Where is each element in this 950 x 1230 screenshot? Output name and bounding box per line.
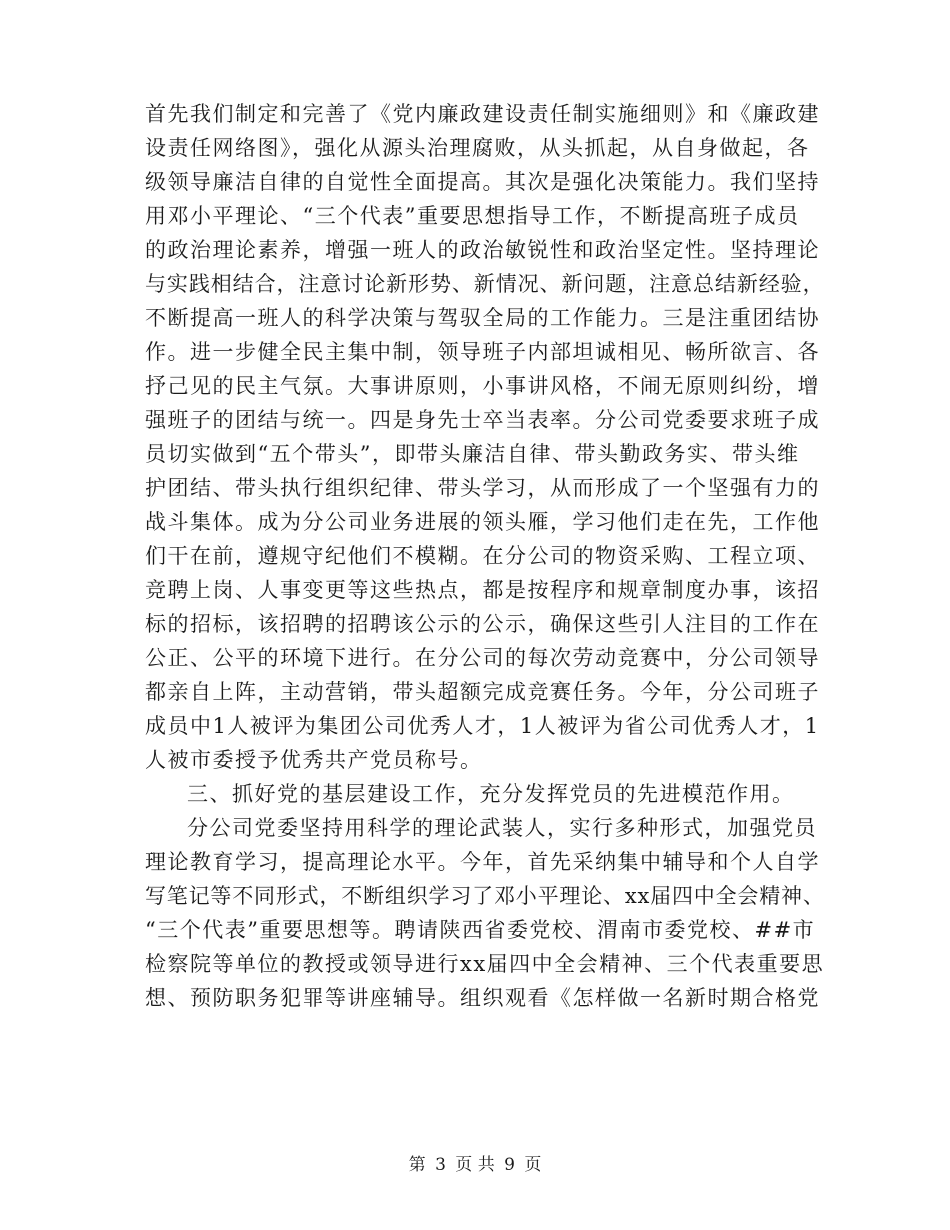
section-heading: 三、抓好党的基层建设工作，充分发挥党员的先进模范作用。 — [187, 782, 795, 806]
current-page-number: 3 — [435, 1155, 446, 1175]
text-line: 都亲自上阵，主动营销，带头超额完成竞赛任务。今年，分公司班子 — [145, 680, 820, 704]
text-line: 公正、公平的环境下进行。在分公司的每次劳动竞赛中，分公司领导 — [145, 646, 820, 670]
text-line: 级领导廉洁自律的自觉性全面提高。其次是强化决策能力。我们坚持 — [145, 170, 820, 194]
page-footer — [0, 1150, 950, 1175]
text-line: 写笔记等不同形式，不断组织学习了邓小平理论、xx届四中全会精神、 — [145, 884, 825, 908]
text-line: 作。进一步健全民主集中制，领导班子内部坦诚相见、畅所欲言、各 — [145, 340, 820, 364]
text-line: 用邓小平理论、“三个代表”重要思想指导工作，不断提高班子成员 — [145, 204, 800, 228]
text-line: 强班子的团结与统一。四是身先士卒当表率。分公司党委要求班子成 — [145, 408, 820, 432]
text-line: 成员中1人被评为集团公司优秀人才，1人被评为省公司优秀人才，1 — [145, 714, 820, 738]
text-line: 想、预防职务犯罪等讲座辅导。组织观看《怎样做一名新时期合格党 — [145, 986, 820, 1010]
text-line: 与实践相结合，注意讨论新形势、新情况、新问题，注意总结新经验， — [145, 272, 825, 296]
text-line: 设责任网络图》，强化从源头治理腐败，从头抓起，从自身做起，各 — [145, 136, 810, 160]
text-line: 们干在前，遵规守纪他们不模糊。在分公司的物资采购、工程立项、 — [145, 544, 820, 568]
page-suffix: 页 — [524, 1155, 542, 1175]
text-line: 检察院等单位的教授或领导进行xx届四中全会精神、三个代表重要思 — [145, 952, 825, 976]
text-line: 不断提高一班人的科学决策与驾驭全局的工作能力。三是注重团结协 — [145, 306, 820, 330]
text-line: 战斗集体。成为分公司业务进展的领头雁，学习他们走在先，工作他 — [145, 510, 820, 534]
text-line: 抒己见的民主气氛。大事讲原则，小事讲风格，不闹无原则纠纷，增 — [145, 374, 820, 398]
text-line: 分公司党委坚持用科学的理论武装人，实行多种形式，加强党员 — [187, 816, 817, 840]
text-line: 护团结、带头执行组织纪律、带头学习，从而形成了一个坚强有力的 — [145, 476, 820, 500]
text-line: 理论教育学习，提高理论水平。今年，首先采纳集中辅导和个人自学 — [145, 850, 820, 874]
page-mid: 页 共 — [455, 1155, 495, 1175]
paragraph-2 — [145, 811, 825, 1015]
text-line: 竞聘上岗、人事变更等这些热点，都是按程序和规章制度办事，该招 — [145, 578, 820, 602]
page-prefix: 第 — [408, 1155, 426, 1175]
paragraph-1 — [145, 97, 825, 777]
total-pages-number: 9 — [504, 1155, 515, 1175]
text-line: 人被市委授予优秀共产党员称号。 — [145, 748, 483, 772]
text-line: “三个代表”重要思想等。聘请陕西省委党校、渭南市委党校、##市 — [145, 918, 816, 942]
text-line: 员切实做到“五个带头”，即带头廉洁自律、带头勤政务实、带头维 — [145, 442, 800, 466]
body-text — [145, 97, 825, 1015]
text-line: 标的招标，该招聘的招聘该公示的公示，确保这些引人注目的工作在 — [145, 612, 820, 636]
text-line: 的政治理论素养，增强一班人的政治敏锐性和政治坚定性。坚持理论 — [145, 238, 820, 262]
text-line: 首先我们制定和完善了《党内廉政建设责任制实施细则》和《廉政建 — [145, 102, 820, 126]
